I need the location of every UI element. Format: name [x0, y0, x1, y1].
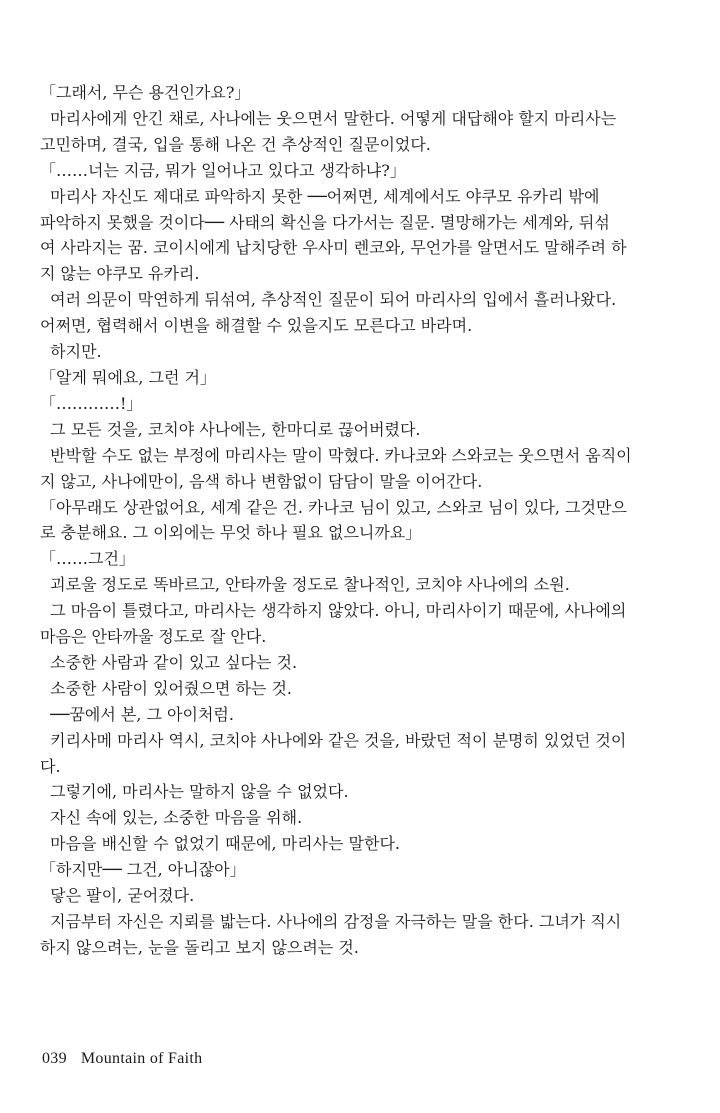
text-line: 마음은 안타까울 정도로 잘 안다.: [40, 627, 267, 647]
text-line: 소중한 사람과 같이 있고 싶다는 것.: [40, 652, 298, 672]
text-line: 하지 않으려는, 눈을 돌리고 보지 않으려는 것.: [40, 937, 359, 957]
text-line: 하지만.: [40, 342, 102, 362]
text-line: 「아무래도 상관없어요, 세계 같은 건. 카나코 님이 있고, 스와코 님이 있다, 그것만으: [40, 497, 627, 517]
text-line: 그 모든 것을, 코치야 사나에는, 한마디로 끊어버렸다.: [40, 419, 421, 439]
text-line: 마리사 자신도 제대로 파악하지 못한 ──어쩌면, 세계에서도 야쿠모 유카리 밖에: [40, 186, 600, 206]
text-line: 여 사라지는 꿈. 코이시에게 납치당한 우사미 렌코와, 무언가를 알면서도 말해주려 하: [40, 238, 627, 258]
text-line: 「……너는 지금, 뭐가 일어나고 있다고 생각하냐?」: [40, 160, 406, 180]
book-title: Mountain of Faith: [80, 1050, 203, 1067]
text-line: 「……그건」: [40, 549, 135, 569]
text-line: 지 않고, 사나에만이, 음색 하나 변함없이 담담이 말을 이어간다.: [40, 471, 483, 491]
page-footer: [42, 1050, 202, 1068]
text-line: 반박할 수도 없는 부정에 마리사는 말이 막혔다. 카나코와 스와코는 웃으면서 움직이: [40, 445, 632, 465]
page-number: 039: [42, 1050, 67, 1067]
text-line: 고민하며, 결국, 입을 통해 나온 건 추상적인 질문이었다.: [40, 134, 431, 154]
text-line: 지 않는 야쿠모 유카리.: [40, 264, 200, 284]
text-line: 「하지만── 그건, 아니잖아」: [40, 860, 246, 880]
text-line: 키리사메 마리사 역시, 코치야 사나에와 같은 것을, 바랐던 적이 분명히 있었던 것이: [40, 730, 627, 750]
text-line: 「…………!」: [40, 393, 143, 413]
text-line: 괴로울 정도로 똑바르고, 안타까울 정도로 찰나적인, 코치야 사나에의 소원.: [40, 575, 570, 595]
text-line: 그 마음이 틀렸다고, 마리사는 생각하지 않았다. 아니, 마리사이기 때문에, 사나에의: [40, 601, 627, 621]
text-line: 어쩌면, 협력해서 이변을 해결할 수 있을지도 모른다고 바라며.: [40, 316, 473, 336]
text-line: 파악하지 못했을 것이다── 사태의 확신을 다가서는 질문. 멸망해가는 세계와, 뒤섞: [40, 212, 610, 232]
text-line: 소중한 사람이 있어줬으면 하는 것.: [40, 678, 292, 698]
text-line: 「그래서, 무슨 용건인가요?」: [40, 83, 251, 102]
text-line: 여러 의문이 막연하게 뒤섞여, 추상적인 질문이 되어 마리사의 입에서 흘러나왔다.: [40, 290, 617, 310]
text-line: 다.: [40, 756, 61, 776]
text-line: 자신 속에 있는, 소중한 마음을 위해.: [40, 808, 303, 828]
text-line: 지금부터 자신은 지뢰를 밟는다. 사나에의 감정을 자극하는 말을 한다. 그녀가 직시: [40, 912, 622, 931]
text-line: 「알게 뭐에요, 그런 거」: [40, 367, 216, 387]
text-line: 마리사에게 안긴 채로, 사나에는 웃으면서 말한다. 어떻게 대답해야 할지 마리사는: [40, 108, 617, 128]
text-line: 그렇기에, 마리사는 말하지 않을 수 없었다.: [40, 782, 349, 802]
text-line: ──꿈에서 본, 그 아이처럼.: [40, 704, 234, 724]
text-line: 로 충분해요. 그 이외에는 무엇 하나 필요 없으니까요」: [40, 523, 422, 543]
body-text: [40, 80, 686, 961]
text-line: 마음을 배신할 수 없었기 때문에, 마리사는 말한다.: [40, 834, 400, 854]
text-line: 닿은 팔이, 굳어졌다.: [40, 886, 195, 906]
